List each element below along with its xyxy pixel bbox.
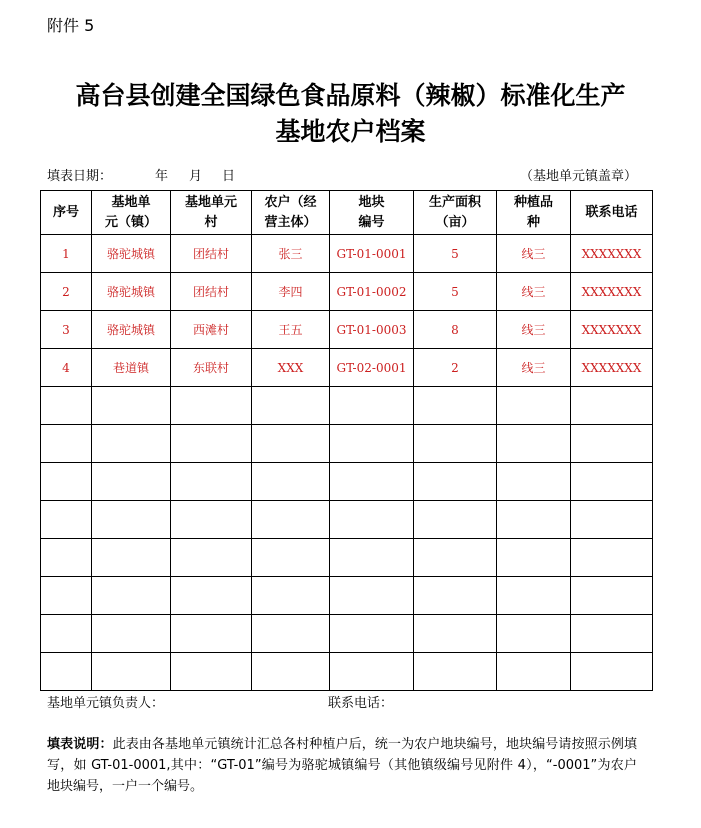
table-cell — [497, 463, 571, 501]
table-cell — [41, 463, 92, 501]
form-meta-row — [47, 165, 637, 185]
table-cell — [92, 387, 171, 425]
table-cell: 骆驼城镇 — [92, 311, 171, 349]
table-cell: 西滩村 — [171, 311, 252, 349]
table-row — [41, 539, 653, 577]
table-row — [41, 349, 653, 387]
table-cell — [497, 577, 571, 615]
table-cell — [92, 539, 171, 577]
table-cell: 3 — [41, 311, 92, 349]
table-row — [41, 425, 653, 463]
table-cell — [171, 425, 252, 463]
table-cell — [252, 615, 330, 653]
table-cell — [41, 653, 92, 691]
document-title-line1: 高台县创建全国绿色食品原料（辣椒）标准化生产 — [75, 81, 626, 110]
table-cell — [171, 653, 252, 691]
table-cell — [92, 425, 171, 463]
column-header — [92, 191, 171, 235]
table-cell: 张三 — [252, 235, 330, 273]
table-cell: 团结村 — [171, 235, 252, 273]
table-cell — [92, 653, 171, 691]
table-cell — [252, 501, 330, 539]
table-cell — [92, 463, 171, 501]
column-header-line2: 元（镇） — [104, 214, 157, 230]
column-header-line1: 基地单 — [111, 194, 151, 210]
table-cell: 5 — [414, 235, 497, 273]
table-cell — [571, 653, 653, 691]
table-cell: XXXXXXX — [571, 273, 653, 311]
table-cell: XXX — [252, 349, 330, 387]
column-header-line1: 地块 — [358, 194, 385, 210]
attachment-label: 附件 5 — [47, 16, 95, 35]
table-cell — [252, 387, 330, 425]
table-cell: 王五 — [252, 311, 330, 349]
table-cell — [252, 463, 330, 501]
table-cell — [171, 539, 252, 577]
table-cell — [414, 615, 497, 653]
table-cell — [252, 539, 330, 577]
table-cell — [571, 387, 653, 425]
table-cell — [92, 615, 171, 653]
table-row — [41, 615, 653, 653]
table-cell — [414, 577, 497, 615]
note-label: 填表说明： — [47, 737, 113, 752]
table-cell: 线三 — [497, 311, 571, 349]
fill-date-label: 填表日期： — [47, 169, 113, 184]
column-header — [330, 191, 414, 235]
column-header-line1: 种植品 — [513, 194, 553, 210]
table-cell: GT-01-0003 — [330, 311, 414, 349]
table-cell — [497, 615, 571, 653]
table-cell: 1 — [41, 235, 92, 273]
table-cell — [252, 425, 330, 463]
table-cell — [571, 425, 653, 463]
note-text: 此表由各基地单元镇统计汇总各村种植户后，统一为农户地块编号，地块编号请按照示例填写，如 GT-01-0001,其中：“GT-01”编号为骆驼城镇编号（其他镇级编号见附件 4），“-0001”为农户地块编号，一户一个编号。 — [47, 737, 637, 794]
table-row — [41, 577, 653, 615]
table-cell — [330, 501, 414, 539]
table-cell: 4 — [41, 349, 92, 387]
table-cell — [497, 387, 571, 425]
table-row — [41, 387, 653, 425]
table-cell — [414, 501, 497, 539]
table-body — [41, 235, 653, 691]
table-cell — [330, 387, 414, 425]
table-cell: XXXXXXX — [571, 311, 653, 349]
table-cell — [497, 653, 571, 691]
column-header-line2: （亩） — [435, 214, 475, 230]
column-header — [497, 191, 571, 235]
column-header-line1: 农户（经 — [264, 194, 317, 210]
table-cell: 东联村 — [171, 349, 252, 387]
table-cell: XXXXXXX — [571, 349, 653, 387]
table-cell — [571, 463, 653, 501]
document-title-line2: 基地农户档案 — [275, 117, 426, 146]
table-header-row — [41, 191, 653, 235]
table-cell: 李四 — [252, 273, 330, 311]
column-header-line1: 基地单元 — [184, 194, 237, 210]
table-cell — [171, 463, 252, 501]
table-cell — [497, 501, 571, 539]
column-header-line2: 种 — [526, 214, 540, 230]
table-cell — [41, 539, 92, 577]
column-header — [414, 191, 497, 235]
table-cell — [414, 653, 497, 691]
table-cell — [414, 387, 497, 425]
table-cell — [41, 387, 92, 425]
table-row — [41, 501, 653, 539]
table-cell: 线三 — [497, 349, 571, 387]
table-cell — [330, 577, 414, 615]
column-header-line1: 序号 — [52, 204, 79, 220]
table-cell: GT-01-0001 — [330, 235, 414, 273]
table-cell — [330, 653, 414, 691]
table-cell: 骆驼城镇 — [92, 273, 171, 311]
column-header-line2: 编号 — [358, 214, 385, 230]
table-cell — [497, 539, 571, 577]
farmer-records-table — [40, 190, 653, 691]
table-cell: 线三 — [497, 273, 571, 311]
table-cell — [330, 463, 414, 501]
column-header — [571, 191, 653, 235]
column-header-line2: 营主体） — [264, 214, 317, 230]
table-cell — [571, 615, 653, 653]
table-cell: 2 — [414, 349, 497, 387]
table-row — [41, 311, 653, 349]
table-cell: XXXXXXX — [571, 235, 653, 273]
table-cell — [41, 501, 92, 539]
table-cell: 线三 — [497, 235, 571, 273]
table-cell: GT-02-0001 — [330, 349, 414, 387]
table-cell — [571, 577, 653, 615]
table-cell — [330, 425, 414, 463]
manager-label: 基地单元镇负责人： — [47, 696, 165, 711]
table-cell — [41, 615, 92, 653]
table-cell — [171, 501, 252, 539]
table-cell — [414, 425, 497, 463]
column-header-line1: 联系电话 — [585, 204, 638, 220]
date-year-label: 年 — [155, 169, 169, 184]
table-cell — [252, 653, 330, 691]
table-cell: GT-01-0002 — [330, 273, 414, 311]
table-row — [41, 653, 653, 691]
date-month-label: 月 — [189, 169, 203, 184]
column-header — [41, 191, 92, 235]
table-cell — [497, 425, 571, 463]
table-cell — [414, 463, 497, 501]
table-cell — [41, 577, 92, 615]
date-day-label: 日 — [222, 169, 236, 184]
table-cell: 巷道镇 — [92, 349, 171, 387]
seal-note: （基地单元镇盖章） — [519, 169, 637, 184]
table-cell — [252, 577, 330, 615]
table-row — [41, 235, 653, 273]
table-cell: 5 — [414, 273, 497, 311]
table-cell — [92, 501, 171, 539]
table-cell: 团结村 — [171, 273, 252, 311]
column-header — [171, 191, 252, 235]
table-cell: 骆驼城镇 — [92, 235, 171, 273]
table-cell — [171, 577, 252, 615]
table-cell: 8 — [414, 311, 497, 349]
table-row — [41, 463, 653, 501]
table-row — [41, 273, 653, 311]
fill-instructions — [47, 734, 637, 797]
table-cell — [92, 577, 171, 615]
column-header-line2: 村 — [204, 214, 218, 230]
column-header-line1: 生产面积 — [428, 194, 481, 210]
table-cell — [414, 539, 497, 577]
table-cell — [41, 425, 92, 463]
table-cell: 2 — [41, 273, 92, 311]
column-header — [252, 191, 330, 235]
table-cell — [171, 387, 252, 425]
table-cell — [330, 539, 414, 577]
table-cell — [571, 539, 653, 577]
table-cell — [571, 501, 653, 539]
phone-label: 联系电话： — [328, 696, 394, 711]
table-cell — [171, 615, 252, 653]
table-cell — [330, 615, 414, 653]
